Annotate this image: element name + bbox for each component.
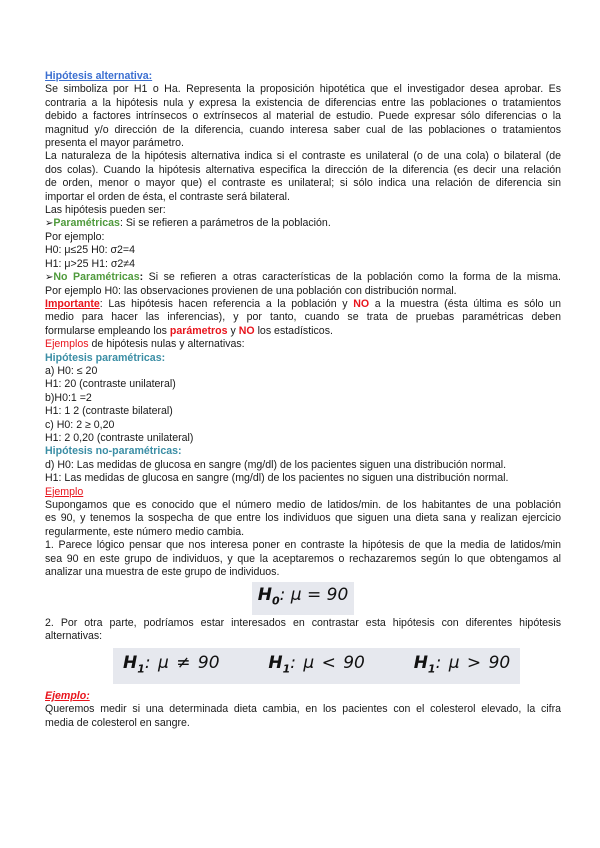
ejemplo2-heading: Ejemplo: [45,690,90,703]
parametros-emphasis: parámetros [169,324,228,337]
text-line: importar el orden de ésta, el contraste será bilateral. [45,190,290,203]
text-line: Queremos medir si una determinada dieta cambia, en los pacientes con el colesterol elevado, la cifra [45,703,561,716]
param-line: H1: 2 0,20 (contraste unilateral) [45,431,194,444]
text-line: La naturaleza de la hipótesis alternativa indica si el contraste es unilateral (o de una cola) o bilateral (de [45,150,561,163]
param-examples [45,365,561,445]
ejemplo-paragraph [45,499,561,539]
text-line: de orden, menor o mayor que) el contraste es unilateral; si sólo indica una relación de diferencia sin [45,177,561,190]
param-line: H1: 1 2 (contraste bilateral) [45,405,173,418]
text-line: presenta el mayor parámetro. [45,137,184,150]
formula-h1-group [113,648,520,684]
arrow-bullet-icon: ➢ [45,272,54,284]
text-line: 2. Por otra parte, podríamos estar interesados en contrastar esta hipótesis con diferentes hipótesis [45,616,561,629]
no-parametricas-item: ➢No Paramétricas: Si se refieren a otras características de la población como la forma de la misma. [45,271,561,284]
text-line: media de colesterol en sangre. [45,716,190,729]
paragraph-nature [45,150,561,204]
section-title: Hipótesis alternativa: [45,70,153,82]
ejemplo-heading: Ejemplo [45,485,84,498]
example-intro: Por ejemplo: [45,230,105,243]
formula-h1-row [113,648,561,684]
param-line: a) H0: ≤ 20 [45,364,98,377]
types-intro: Las hipótesis pueden ser: [45,204,166,217]
point-2 [45,617,561,644]
document-page [45,70,561,730]
ejemplos-label: Ejemplos [45,338,89,351]
no-emphasis: NO [353,297,370,310]
text-line: debido a factores intrínsecos o extrínsecos al material de estudio. Puede expresar sólo diferencias o la [45,110,561,123]
parametricas-item [45,217,561,230]
text-line: medio para hacer las inferencias), y por tanto, cuando se trata de pruebas paramétricas deben [45,311,561,324]
param-line: c) H0: 2 ≥ 0,20 [45,418,115,431]
no-emphasis: NO [238,324,255,337]
noparam-line: H1: Las medidas de glucosa en sangre (mg/dl) de los pacientes no siguen una distribución normal. [45,472,509,485]
formula-h1-ne: $H_1$: μ ≠ 90 [123,652,220,676]
example-h1: H1: μ>25 H1: σ2≠4 [45,257,136,270]
text-line: regularmente, este número medio cambia. [45,525,245,538]
text-line: magnitud y/o dirección de la diferencia, cuando interesa saber cual de las poblaciones o tratamientos [45,123,561,136]
formula-h0-row [45,582,561,614]
param-line: H1: 20 (contraste unilateral) [45,378,176,391]
point-1 [45,539,561,579]
importante-label: Importante [45,297,100,310]
formula-h1-lt: $H_1$: μ < 90 [268,652,365,676]
importante-note: Importante: Las hipótesis hacen referencia a la población y NO a la muestra (ésta última es sólo un medio para hacer las inferencias), y por tanto, cuando se trata de pruebas paramétricas deben formularse empleando los parámetros y NO los estadísticos. [45,297,561,337]
text-line: Se simboliza por H1 o Ha. Representa la proposición hipotética que el investigador desea aprobar. Es [45,83,561,96]
noparam-line: d) H0: Las medidas de glucosa en sangre (mg/dl) de los pacientes siguen una distribución normal. [45,458,507,471]
param-line: b)H0:1 =2 [45,391,92,404]
hip-noparametricas-title: Hipótesis no-paramétricas: [45,445,182,458]
text-line: sea 90 en este grupo de individuos, y que la aceptaremos o rechazaremos según lo que obtengamos al [45,552,561,565]
no-parametricas-example: Por ejemplo H0: las observaciones provienen de una población con distribución normal. [45,284,457,297]
formula-h1-gt: $H_1$: μ > 90 [413,652,511,676]
text-line: 1. Parece lógico pensar que nos interesa poner en contraste la hipótesis de que la media de latidos/min [45,539,561,552]
paragraph-definition [45,83,561,150]
text-line: Supongamos que es conocido que el número medio de latidos/min. de los habitantes de una población [45,499,561,511]
no-parametricas-label: No Paramétricas [53,271,140,284]
text-line: alternativas: [45,630,103,643]
text-line: analizar una muestra de este grupo de individuos. [45,566,280,579]
parametricas-label: Paramétricas [53,217,120,230]
text-line: es 90, y tenemos la sospecha de que entre los individuos que siguen una dieta sana y realizan ejercicio [45,512,561,525]
text-line: contraria a la hipótesis nula y expresa la existencia de diferencias entre las poblaciones o tratamientos [45,96,561,109]
formula-h0: $H_0$: μ = 90 [252,582,355,614]
parametricas-text: : Si se refieren a parámetros de la población. [119,217,331,230]
ejemplos-heading: Ejemplos de hipótesis nulas y alternativas: [45,338,245,351]
no-parametricas-text: Si se refieren a otras características de la población como la forma de la misma. [143,271,561,284]
hip-parametricas-title: Hipótesis paramétricas: [45,351,166,364]
arrow-bullet-icon: ➢ [45,218,54,230]
text-line: dos colas). Cuando la hipótesis alternativa especifica la dirección de la diferencia (es decir una relación [45,163,561,176]
example-h0: H0: μ≤25 H0: σ2=4 [45,244,136,257]
